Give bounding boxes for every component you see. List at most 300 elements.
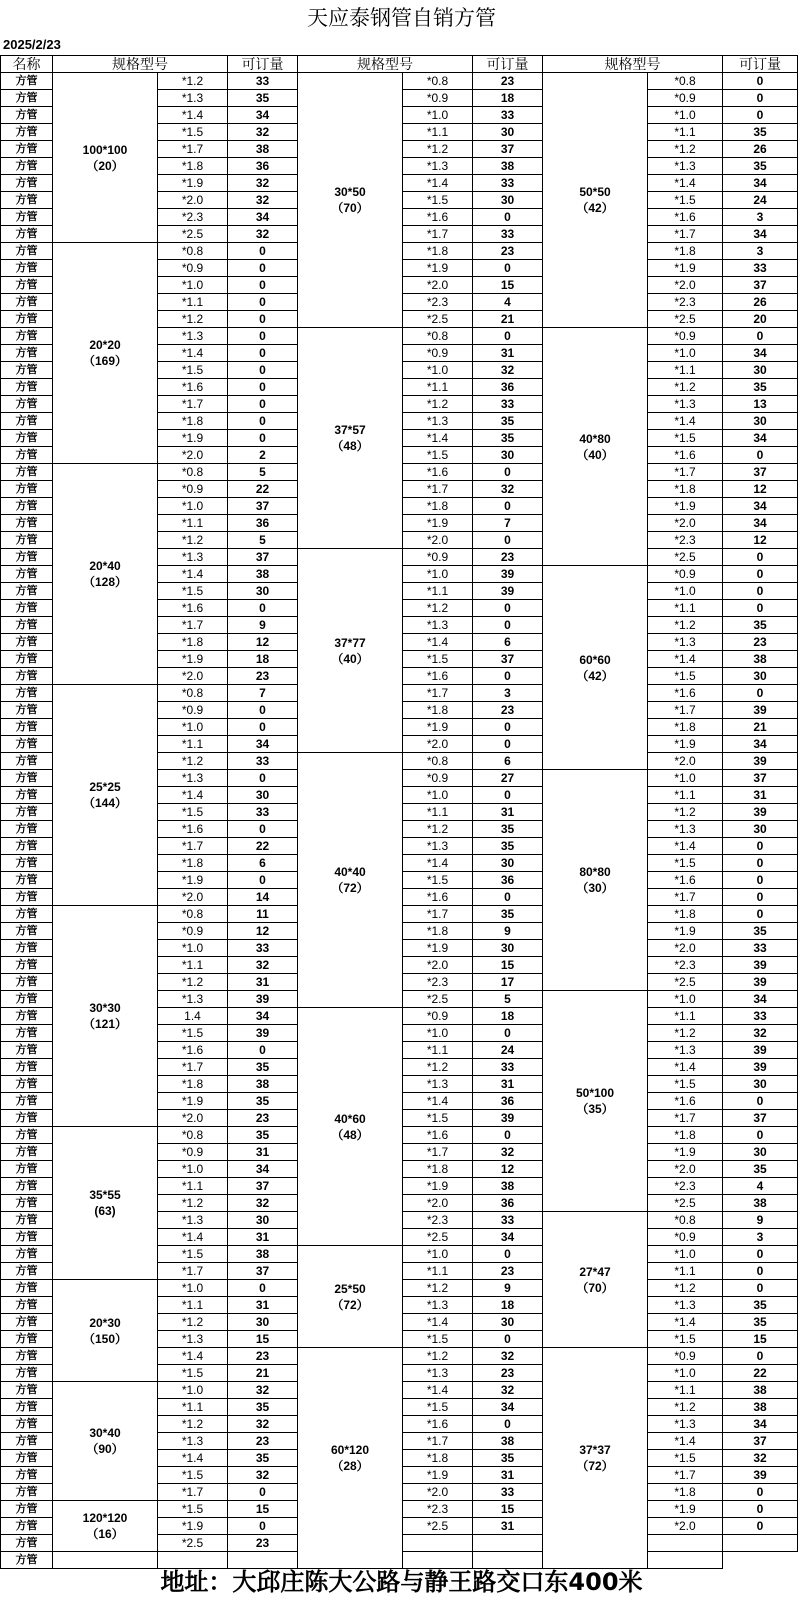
thickness-cell: *2.0 xyxy=(648,1518,723,1535)
qty-cell: 0 xyxy=(228,430,298,447)
item-name: 方管 xyxy=(1,872,53,889)
qty-cell: 38 xyxy=(473,1178,543,1195)
spec-total: （150） xyxy=(82,1331,128,1346)
thickness-cell: *1.8 xyxy=(158,1076,228,1093)
thickness-cell: *1.1 xyxy=(403,1042,473,1059)
qty-cell: 0 xyxy=(723,328,798,345)
qty-cell: 39 xyxy=(723,804,798,821)
qty-cell: 32 xyxy=(228,192,298,209)
thickness-cell: *1.1 xyxy=(648,1263,723,1280)
thickness-cell: *1.9 xyxy=(648,498,723,515)
qty-cell: 33 xyxy=(228,753,298,770)
qty-cell: 33 xyxy=(723,940,798,957)
thickness-cell: *1.2 xyxy=(158,73,228,90)
thickness-cell: *2.3 xyxy=(403,294,473,311)
qty-cell: 34 xyxy=(723,736,798,753)
qty-cell: 15 xyxy=(723,1331,798,1348)
qty-cell: 37 xyxy=(723,1110,798,1127)
header-spec: 规格型号 xyxy=(53,56,228,73)
thickness-cell: *1.9 xyxy=(648,1144,723,1161)
qty-cell: 32 xyxy=(228,175,298,192)
qty-cell: 34 xyxy=(228,1008,298,1025)
thickness-cell: *1.4 xyxy=(158,566,228,583)
qty-cell: 37 xyxy=(473,651,543,668)
qty-cell: 26 xyxy=(723,294,798,311)
thickness-cell: *2.0 xyxy=(403,1195,473,1212)
qty-cell: 33 xyxy=(473,1484,543,1501)
item-name: 方管 xyxy=(1,634,53,651)
thickness-cell: *1.4 xyxy=(648,1433,723,1450)
thickness-cell: *1.4 xyxy=(648,1059,723,1076)
thickness-cell: *0.8 xyxy=(403,73,473,90)
spec-group xyxy=(298,1348,403,1569)
thickness-cell: *1.5 xyxy=(648,192,723,209)
thickness-cell: *1.4 xyxy=(648,413,723,430)
thickness-cell: *1.1 xyxy=(648,1008,723,1025)
qty-cell: 0 xyxy=(228,1280,298,1297)
thickness-cell: *1.8 xyxy=(158,855,228,872)
thickness-cell: *2.0 xyxy=(403,736,473,753)
thickness-cell: *1.2 xyxy=(648,804,723,821)
thickness-cell: *1.1 xyxy=(158,736,228,753)
thickness-cell: *0.8 xyxy=(158,464,228,481)
thickness-cell: *1.4 xyxy=(648,1314,723,1331)
spec-size: 27*47 xyxy=(579,1264,611,1279)
thickness-cell: *2.5 xyxy=(403,991,473,1008)
qty-cell: 21 xyxy=(723,719,798,736)
qty-cell: 12 xyxy=(228,634,298,651)
spec-size: 30*50 xyxy=(334,185,366,199)
qty-cell: 0 xyxy=(473,209,543,226)
qty-cell: 35 xyxy=(473,1450,543,1467)
qty-cell: 35 xyxy=(473,821,543,838)
item-name: 方管 xyxy=(1,1416,53,1433)
qty-cell: 34 xyxy=(473,1399,543,1416)
qty-cell: 24 xyxy=(473,1042,543,1059)
item-name: 方管 xyxy=(1,498,53,515)
thickness-cell: *1.1 xyxy=(403,804,473,821)
qty-cell: 37 xyxy=(228,498,298,515)
item-name: 方管 xyxy=(1,1348,53,1365)
thickness-cell: *1.9 xyxy=(403,940,473,957)
stock-table xyxy=(0,55,798,1569)
spec-group xyxy=(298,73,403,328)
qty-cell: 38 xyxy=(723,1382,798,1399)
qty-cell: 15 xyxy=(473,1501,543,1518)
thickness-cell: *0.9 xyxy=(403,770,473,787)
qty-cell: 31 xyxy=(473,345,543,362)
qty-cell: 5 xyxy=(228,532,298,549)
thickness-cell: *1.3 xyxy=(648,1416,723,1433)
thickness-cell: *1.7 xyxy=(158,141,228,158)
thickness-cell: *1.4 xyxy=(648,651,723,668)
thickness-cell: *1.1 xyxy=(158,1178,228,1195)
thickness-cell: *1.7 xyxy=(158,1059,228,1076)
thickness-cell: *2.0 xyxy=(158,192,228,209)
qty-cell: 0 xyxy=(473,260,543,277)
qty-cell: 0 xyxy=(723,872,798,889)
thickness-cell: *1.0 xyxy=(648,345,723,362)
qty-cell: 20 xyxy=(723,311,798,328)
qty-cell: 39 xyxy=(723,753,798,770)
qty-cell: 0 xyxy=(723,838,798,855)
qty-cell: 39 xyxy=(723,1059,798,1076)
thickness-cell: *1.0 xyxy=(403,1025,473,1042)
qty-cell: 31 xyxy=(473,1076,543,1093)
thickness-cell: *1.7 xyxy=(403,906,473,923)
spec-size: 37*77 xyxy=(334,635,366,650)
qty-cell: 0 xyxy=(723,685,798,702)
item-name: 方管 xyxy=(1,906,53,923)
qty-cell: 32 xyxy=(473,1382,543,1399)
thickness-cell: *1.5 xyxy=(158,1501,228,1518)
qty-cell: 38 xyxy=(228,141,298,158)
thickness-cell: *1.0 xyxy=(158,498,228,515)
header-spec: 规格型号 xyxy=(298,56,473,73)
thickness-cell: *0.8 xyxy=(403,328,473,345)
thickness-cell: *0.9 xyxy=(158,702,228,719)
item-name: 方管 xyxy=(1,1552,53,1569)
thickness-cell: *1.5 xyxy=(648,1331,723,1348)
qty-cell: 33 xyxy=(228,804,298,821)
qty-cell: 11 xyxy=(228,906,298,923)
thickness-cell: *1.8 xyxy=(648,906,723,923)
spec-total: （169） xyxy=(82,354,128,368)
thickness-cell: *1.4 xyxy=(158,345,228,362)
thickness-cell: *2.3 xyxy=(403,1212,473,1229)
thickness-cell: *1.2 xyxy=(158,1195,228,1212)
item-name: 方管 xyxy=(1,1195,53,1212)
qty-cell: 36 xyxy=(473,1093,543,1110)
item-name: 方管 xyxy=(1,838,53,855)
thickness-cell: *1.0 xyxy=(403,566,473,583)
thickness-cell: *1.8 xyxy=(158,413,228,430)
header-qty: 可订量 xyxy=(228,56,298,73)
qty-cell: 12 xyxy=(473,1161,543,1178)
thickness-cell: *1.7 xyxy=(648,464,723,481)
qty-cell: 0 xyxy=(723,1518,798,1535)
thickness-cell: *1.8 xyxy=(403,1450,473,1467)
item-name: 方管 xyxy=(1,260,53,277)
spec-total: （90） xyxy=(86,1442,124,1456)
spec-total: （70） xyxy=(576,1280,614,1295)
thickness-cell: *1.3 xyxy=(648,1297,723,1314)
spec-size: 60*60 xyxy=(579,652,611,667)
thickness-cell: *1.3 xyxy=(403,838,473,855)
thickness-cell: *1.8 xyxy=(403,702,473,719)
spec-group xyxy=(53,243,158,464)
item-name: 方管 xyxy=(1,804,53,821)
thickness-cell: *1.7 xyxy=(403,685,473,702)
qty-cell: 0 xyxy=(228,345,298,362)
qty-cell: 36 xyxy=(473,872,543,889)
item-name: 方管 xyxy=(1,770,53,787)
qty-cell: 32 xyxy=(228,1467,298,1484)
qty-cell: 23 xyxy=(228,1348,298,1365)
thickness-cell: *0.9 xyxy=(158,923,228,940)
item-name: 方管 xyxy=(1,1110,53,1127)
qty-cell: 35 xyxy=(723,923,798,940)
thickness-cell: *1.5 xyxy=(158,1365,228,1382)
item-name: 方管 xyxy=(1,158,53,175)
thickness-cell: *1.9 xyxy=(403,260,473,277)
thickness-cell: *1.2 xyxy=(158,1314,228,1331)
thickness-cell: *0.8 xyxy=(158,906,228,923)
thickness-cell: *1.2 xyxy=(158,753,228,770)
thickness-cell: *1.6 xyxy=(403,209,473,226)
qty-cell: 30 xyxy=(723,1076,798,1093)
item-name: 方管 xyxy=(1,1501,53,1518)
qty-cell: 9 xyxy=(473,923,543,940)
qty-cell: 18 xyxy=(473,1008,543,1025)
thickness-cell: *1.5 xyxy=(158,1246,228,1263)
qty-cell: 0 xyxy=(723,889,798,906)
qty-cell: 35 xyxy=(723,617,798,634)
spec-total: （72） xyxy=(331,881,369,895)
spec-size: 20*40 xyxy=(89,559,121,573)
thickness-cell: *1.0 xyxy=(158,719,228,736)
qty-cell: 34 xyxy=(228,736,298,753)
item-name: 方管 xyxy=(1,940,53,957)
qty-cell: 23 xyxy=(473,73,543,90)
qty-cell: 14 xyxy=(228,889,298,906)
item-name: 方管 xyxy=(1,1246,53,1263)
thickness-cell: *1.7 xyxy=(648,889,723,906)
qty-cell: 38 xyxy=(473,1433,543,1450)
qty-cell: 23 xyxy=(473,549,543,566)
qty-cell: 3 xyxy=(723,209,798,226)
item-name: 方管 xyxy=(1,311,53,328)
qty-cell: 12 xyxy=(228,923,298,940)
qty-cell: 35 xyxy=(723,1161,798,1178)
thickness-cell: *1.4 xyxy=(648,175,723,192)
thickness-cell: *1.6 xyxy=(648,447,723,464)
qty-cell: 30 xyxy=(723,821,798,838)
thickness-cell: *2.0 xyxy=(648,515,723,532)
qty-cell: 0 xyxy=(228,1042,298,1059)
item-name: 方管 xyxy=(1,192,53,209)
qty-cell: 0 xyxy=(723,73,798,90)
qty-cell: 17 xyxy=(473,974,543,991)
qty-cell: 35 xyxy=(228,1450,298,1467)
spec-group xyxy=(53,685,158,906)
qty-cell: 0 xyxy=(473,498,543,515)
qty-cell: 3 xyxy=(723,243,798,260)
qty-cell: 34 xyxy=(723,1416,798,1433)
qty-cell: 24 xyxy=(723,192,798,209)
thickness-cell: *1.6 xyxy=(648,872,723,889)
thickness-cell: *1.8 xyxy=(158,158,228,175)
spec-total: （128） xyxy=(82,575,128,589)
thickness-cell: *1.5 xyxy=(648,1450,723,1467)
spec-size: 40*80 xyxy=(579,431,611,446)
thickness-cell: *1.9 xyxy=(158,872,228,889)
qty-cell: 30 xyxy=(723,668,798,685)
qty-cell: 32 xyxy=(473,1348,543,1365)
report-date: 2025/2/23 xyxy=(3,37,61,52)
thickness-cell: *1.6 xyxy=(648,209,723,226)
qty-cell: 35 xyxy=(228,90,298,107)
thickness-cell: *1.7 xyxy=(158,617,228,634)
qty-cell: 34 xyxy=(723,175,798,192)
qty-cell: 32 xyxy=(473,362,543,379)
header-name: 名称 xyxy=(1,56,53,73)
qty-cell: 33 xyxy=(723,1008,798,1025)
qty-cell: 0 xyxy=(723,107,798,124)
spec-size: 30*40 xyxy=(89,1426,121,1440)
thickness-cell: *1.3 xyxy=(648,158,723,175)
spec-total: （42） xyxy=(576,201,614,215)
item-name: 方管 xyxy=(1,1161,53,1178)
qty-cell: 21 xyxy=(473,311,543,328)
thickness-cell: *1.3 xyxy=(403,158,473,175)
thickness-cell: *0.9 xyxy=(648,1229,723,1246)
qty-cell: 0 xyxy=(473,464,543,481)
item-name: 方管 xyxy=(1,1025,53,1042)
thickness-cell: *1.3 xyxy=(403,617,473,634)
qty-cell: 31 xyxy=(228,974,298,991)
item-name: 方管 xyxy=(1,1059,53,1076)
qty-cell: 34 xyxy=(228,107,298,124)
qty-cell: 34 xyxy=(228,209,298,226)
qty-cell: 37 xyxy=(228,549,298,566)
qty-cell: 0 xyxy=(723,1127,798,1144)
qty-cell: 37 xyxy=(228,1178,298,1195)
thickness-cell: *1.6 xyxy=(403,464,473,481)
qty-cell: 0 xyxy=(228,362,298,379)
qty-cell: 37 xyxy=(723,1433,798,1450)
spec-total: （20） xyxy=(86,158,124,173)
qty-cell: 0 xyxy=(473,600,543,617)
thickness-cell: *1.4 xyxy=(158,787,228,804)
qty-cell: 22 xyxy=(723,1365,798,1382)
qty-cell: 35 xyxy=(228,1399,298,1416)
qty-cell: 23 xyxy=(228,1535,298,1552)
thickness-cell: *2.3 xyxy=(158,209,228,226)
thickness-cell: *1.4 xyxy=(403,1382,473,1399)
qty-cell: 15 xyxy=(473,277,543,294)
thickness-cell: *1.8 xyxy=(648,1127,723,1144)
qty-cell: 0 xyxy=(228,294,298,311)
qty-cell: 33 xyxy=(228,940,298,957)
qty-cell: 37 xyxy=(473,141,543,158)
qty-cell: 0 xyxy=(473,1331,543,1348)
thickness-cell: *1.6 xyxy=(403,1127,473,1144)
qty-cell: 5 xyxy=(473,991,543,1008)
thickness-cell: *1.8 xyxy=(158,634,228,651)
thickness-cell: *1.3 xyxy=(403,1365,473,1382)
item-name: 方管 xyxy=(1,991,53,1008)
qty-cell: 9 xyxy=(228,617,298,634)
thickness-cell: *1.3 xyxy=(648,396,723,413)
qty-cell: 33 xyxy=(473,175,543,192)
qty-cell: 33 xyxy=(228,73,298,90)
qty-cell: 30 xyxy=(723,413,798,430)
spec-group xyxy=(298,549,403,753)
qty-cell: 0 xyxy=(228,277,298,294)
qty-cell: 9 xyxy=(723,1212,798,1229)
thickness-cell xyxy=(228,1552,298,1569)
thickness-cell: *1.4 xyxy=(158,1229,228,1246)
item-name: 方管 xyxy=(1,1484,53,1501)
qty-cell: 0 xyxy=(723,1093,798,1110)
qty-cell: 30 xyxy=(473,447,543,464)
spec-total: (63) xyxy=(94,1204,116,1218)
item-name: 方管 xyxy=(1,175,53,192)
spec-total: （30） xyxy=(576,881,614,895)
thickness-cell: *1.1 xyxy=(648,362,723,379)
thickness-cell: *1.0 xyxy=(403,362,473,379)
item-name: 方管 xyxy=(1,1399,53,1416)
thickness-cell: *1.9 xyxy=(158,175,228,192)
qty-cell: 21 xyxy=(228,1365,298,1382)
thickness-cell: *1.9 xyxy=(158,1093,228,1110)
qty-cell: 35 xyxy=(473,906,543,923)
spec-group xyxy=(543,1212,648,1348)
qty-cell: 36 xyxy=(228,158,298,175)
qty-cell: 39 xyxy=(228,991,298,1008)
thickness-cell: *2.5 xyxy=(648,1195,723,1212)
thickness-cell: *1.7 xyxy=(158,1263,228,1280)
thickness-cell: *1.8 xyxy=(648,481,723,498)
thickness-cell: *1.1 xyxy=(648,787,723,804)
qty-cell: 34 xyxy=(473,1229,543,1246)
spec-group xyxy=(298,1008,403,1246)
qty-cell: 7 xyxy=(228,685,298,702)
thickness-cell: *1.8 xyxy=(648,243,723,260)
qty-cell: 0 xyxy=(228,396,298,413)
qty-cell: 30 xyxy=(473,192,543,209)
spec-group xyxy=(53,1382,158,1501)
qty-cell: 31 xyxy=(723,787,798,804)
thickness-cell: *1.2 xyxy=(403,821,473,838)
qty-cell: 18 xyxy=(473,90,543,107)
spec-group xyxy=(53,906,158,1127)
thickness-cell: *1.0 xyxy=(403,1246,473,1263)
thickness-cell: *1.7 xyxy=(158,838,228,855)
qty-cell: 0 xyxy=(228,770,298,787)
thickness-cell: *1.7 xyxy=(648,226,723,243)
spec-group xyxy=(53,73,158,243)
thickness-cell: *1.6 xyxy=(158,1042,228,1059)
thickness-cell: *1.8 xyxy=(403,1161,473,1178)
item-name: 方管 xyxy=(1,1093,53,1110)
thickness-cell: *1.7 xyxy=(403,1433,473,1450)
qty-cell: 39 xyxy=(723,702,798,719)
thickness-cell: *1.1 xyxy=(403,583,473,600)
thickness-cell: *2.0 xyxy=(648,1161,723,1178)
spec-group xyxy=(298,1246,403,1348)
qty-cell: 26 xyxy=(723,141,798,158)
item-name: 方管 xyxy=(1,141,53,158)
thickness-cell: *1.5 xyxy=(158,583,228,600)
item-name: 方管 xyxy=(1,464,53,481)
qty-cell: 33 xyxy=(473,396,543,413)
qty-cell: 4 xyxy=(723,1178,798,1195)
thickness-cell: *1.6 xyxy=(648,685,723,702)
thickness-cell: *1.3 xyxy=(648,634,723,651)
qty-cell: 0 xyxy=(723,1484,798,1501)
thickness-cell: *1.0 xyxy=(648,1365,723,1382)
qty-cell: 0 xyxy=(723,1246,798,1263)
thickness-cell: *1.5 xyxy=(403,1399,473,1416)
qty-cell: 31 xyxy=(228,1144,298,1161)
qty-cell: 0 xyxy=(723,1280,798,1297)
item-name: 方管 xyxy=(1,481,53,498)
thickness-cell: *1.1 xyxy=(158,515,228,532)
item-name: 方管 xyxy=(1,855,53,872)
qty-cell: 0 xyxy=(723,600,798,617)
